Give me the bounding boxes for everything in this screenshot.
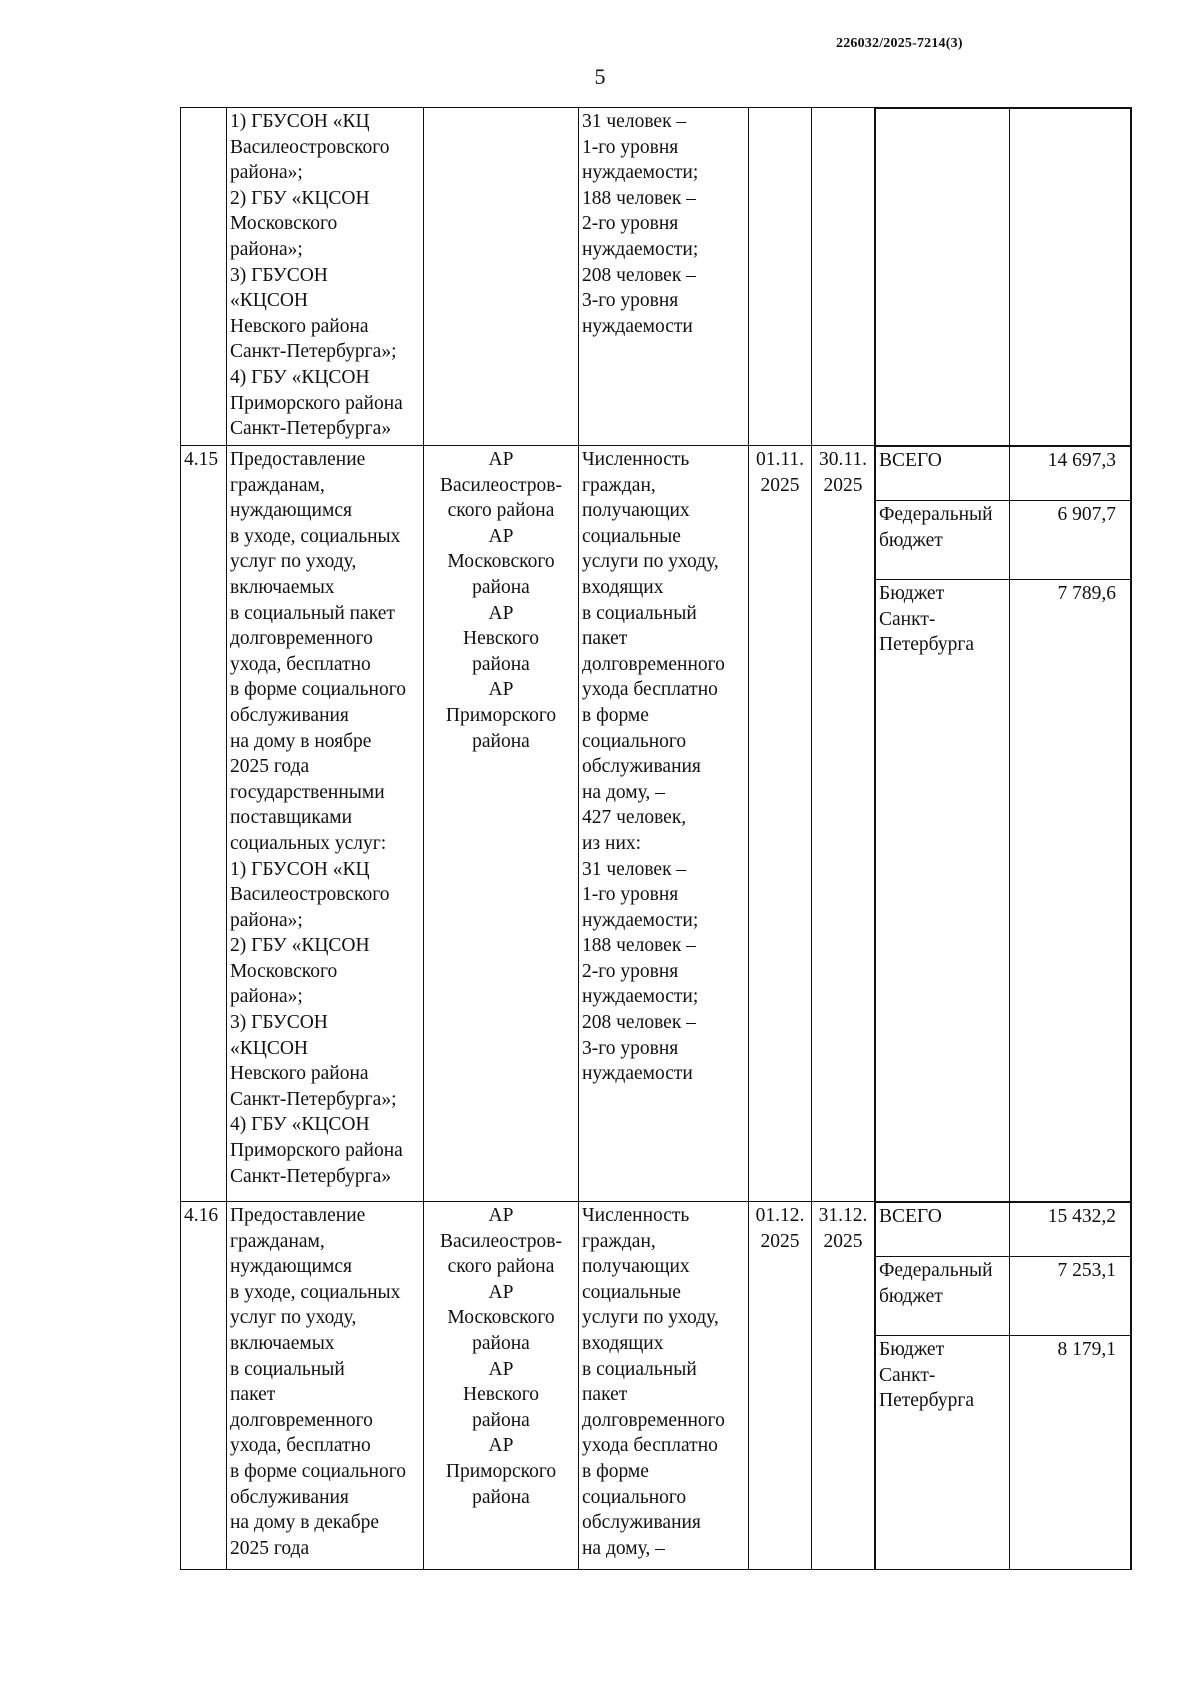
finance-amount: 7 253,1 bbox=[1010, 1257, 1131, 1336]
activities-table bbox=[180, 107, 1132, 1570]
finance-amount: 14 697,3 bbox=[1010, 447, 1131, 501]
event-description: Предоставление гражданам, нуждающимся в уходе, социальных услуг по уходу, включаемых в социальный пакет долговременного ухода, бесплатно в форме социального обслуживания на дому в декабре 2025 года bbox=[227, 1202, 424, 1570]
executor: АР Василеостров- ского района АР Московского района АР Невского района АР Приморского района bbox=[424, 1202, 579, 1570]
finance-source: Бюджет Санкт- Петербурга bbox=[876, 1336, 1010, 1570]
finance-source: ВСЕГО bbox=[876, 1203, 1010, 1257]
finance-amount: 8 179,1 bbox=[1010, 1336, 1131, 1570]
executor: АР Василеостров- ского района АР Московского района АР Невского района АР Приморского района bbox=[424, 446, 579, 1202]
finance-source: Федеральный бюджет bbox=[876, 501, 1010, 580]
event-description: Предоставление гражданам, нуждающимся в уходе, социальных услуг по уходу, включаемых в социальный пакет долговременного ухода, бесплатно в форме социального обслуживания на дому в ноябре 2025 года государственными поставщиками социальных услуг: 1) ГБУСОН «КЦ Василеостровского района»; 2) ГБУ «КЦСОН Московского района»; 3) ГБУСОН «КЦСОН Невского района Санкт-Петербурга»; 4) ГБУ «КЦСОН Приморского района Санкт-Петербурга» bbox=[227, 446, 424, 1202]
finance-cell bbox=[875, 1202, 1132, 1570]
finance-amount: 7 789,6 bbox=[1010, 580, 1131, 1202]
indicator: Численность граждан, получающих социальные услуги по уходу, входящих в социальный пакет долговременного ухода бесплатно в форме социального обслуживания на дому, – 427 человек, из них: 31 человек – 1-го уровня нуждаемости; 188 человек – 2-го уровня нуждаемости; 208 человек – 3-го уровня нуждаемости bbox=[579, 446, 749, 1202]
finance-cell bbox=[875, 108, 1132, 446]
row-number: 4.16 bbox=[181, 1202, 227, 1570]
table-row bbox=[181, 1202, 1132, 1570]
row-number bbox=[181, 108, 227, 446]
table-row bbox=[181, 108, 1132, 446]
finance-row bbox=[876, 1203, 1131, 1257]
executor bbox=[424, 108, 579, 446]
end-date bbox=[812, 108, 875, 446]
indicator: Численность граждан, получающих социальные услуги по уходу, входящих в социальный пакет долговременного ухода бесплатно в форме социального обслуживания на дому, – bbox=[579, 1202, 749, 1570]
finance-source: Бюджет Санкт- Петербурга bbox=[876, 580, 1010, 1202]
indicator: 31 человек – 1-го уровня нуждаемости; 188 человек – 2-го уровня нуждаемости; 208 человек – 3-го уровня нуждаемости bbox=[579, 108, 749, 446]
document-number: 226032/2025-7214(3) bbox=[836, 36, 963, 51]
start-date: 01.11. 2025 bbox=[749, 446, 812, 1202]
finance-amount: 15 432,2 bbox=[1010, 1203, 1131, 1257]
row-number: 4.15 bbox=[181, 446, 227, 1202]
finance-amount: 6 907,7 bbox=[1010, 501, 1131, 580]
finance-row bbox=[876, 447, 1131, 501]
finance-row bbox=[876, 1336, 1131, 1570]
finance-source: ВСЕГО bbox=[876, 447, 1010, 501]
start-date: 01.12. 2025 bbox=[749, 1202, 812, 1570]
start-date bbox=[749, 108, 812, 446]
table-row bbox=[181, 446, 1132, 1202]
finance-source: Федеральный бюджет bbox=[876, 1257, 1010, 1336]
finance-cell bbox=[875, 446, 1132, 1202]
finance-row bbox=[876, 1257, 1131, 1336]
finance-row bbox=[876, 580, 1131, 1202]
event-description: 1) ГБУСОН «КЦ Василеостровского района»; 2) ГБУ «КЦСОН Московского района»; 3) ГБУСОН «КЦСОН Невского района Санкт-Петербурга»; 4) ГБУ «КЦСОН Приморского района Санкт-Петербурга» bbox=[227, 108, 424, 446]
end-date: 30.11. 2025 bbox=[812, 446, 875, 1202]
end-date: 31.12. 2025 bbox=[812, 1202, 875, 1570]
page-number: 5 bbox=[594, 64, 606, 89]
finance-row bbox=[876, 501, 1131, 580]
